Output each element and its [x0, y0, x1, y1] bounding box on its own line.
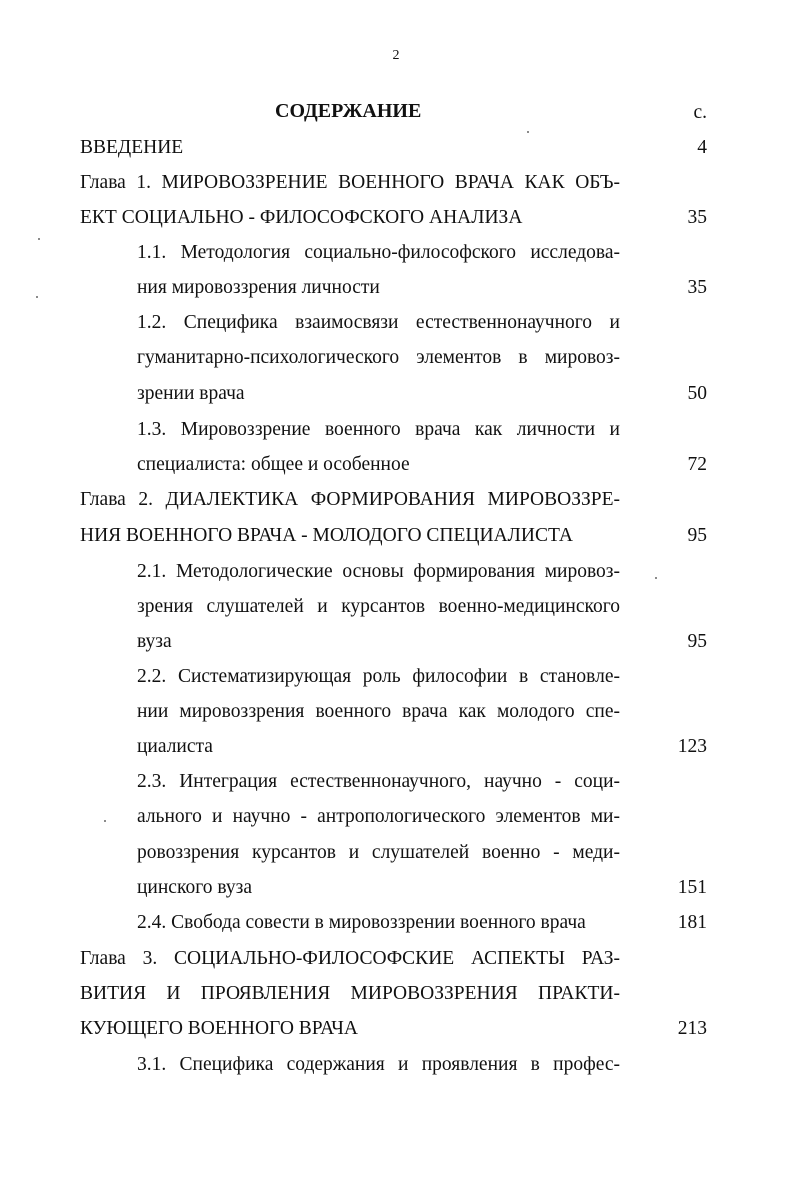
toc-section-2-3-line-4: цинского вуза	[137, 877, 252, 898]
toc-entry-intro: ВВЕДЕНИЕ	[80, 137, 184, 158]
toc-section-1-1-line-2: ния мировоззрения личности	[137, 277, 380, 298]
toc-section-2-3-line-1: 2.3. Интеграция естественнонаучного, научно - соци-	[137, 771, 620, 792]
toc-section-2-4-line-1: 2.4. Свобода совести в мировоззрении военного врача	[137, 912, 586, 933]
toc-chapter-2-line-2: НИЯ ВОЕННОГО ВРАЧА - МОЛОДОГО СПЕЦИАЛИСТА	[80, 525, 574, 546]
toc-section-2-3-line-2: ального и научно - антропологического элементов ми-	[137, 806, 620, 827]
page-column-header: с.	[693, 102, 707, 123]
toc-section-2-3-line-3: ровоззрения курсантов и слушателей военно - меди-	[137, 842, 620, 863]
toc-chapter-3-line-3: КУЮЩЕГО ВОЕННОГО ВРАЧА	[80, 1018, 359, 1039]
toc-page-section-1-1: 35	[687, 277, 707, 298]
scan-speck	[38, 238, 40, 240]
toc-page-intro: 4	[697, 137, 707, 158]
toc-chapter-2-line-1: Глава 2. ДИАЛЕКТИКА ФОРМИРОВАНИЯ МИРОВОЗЗРЕ-	[80, 489, 620, 510]
toc-page-chapter-3: 213	[677, 1018, 707, 1039]
toc-section-1-2-line-3: зрении врача	[137, 383, 245, 404]
toc-chapter-1-line-1: Глава 1. МИРОВОЗЗРЕНИЕ ВОЕННОГО ВРАЧА КАК ОБЪ-	[80, 172, 620, 193]
toc-page-section-2-4: 181	[677, 912, 707, 933]
toc-page-section-2-2: 123	[677, 736, 707, 757]
toc-chapter-1-line-2: ЕКТ СОЦИАЛЬНО - ФИЛОСОФСКОГО АНАЛИЗА	[80, 207, 523, 228]
toc-chapter-3-line-1: Глава 3. СОЦИАЛЬНО-ФИЛОСОФСКИЕ АСПЕКТЫ РАЗ-	[80, 948, 620, 969]
toc-section-3-1-line-1: 3.1. Специфика содержания и проявления в профес-	[137, 1054, 620, 1075]
toc-section-2-2-line-3: циалиста	[137, 736, 213, 757]
toc-page-section-2-1: 95	[687, 631, 707, 652]
scan-speck	[104, 820, 106, 822]
toc-section-1-1-line-1: 1.1. Методология социально-философского исследова-	[137, 242, 620, 263]
scan-speck	[527, 131, 529, 133]
toc-section-2-2-line-1: 2.2. Систематизирующая роль философии в становле-	[137, 666, 620, 687]
toc-section-2-2-line-2: нии мировоззрения военного врача как молодого спе-	[137, 701, 620, 722]
page-number: 2	[392, 48, 400, 63]
toc-section-2-1-line-1: 2.1. Методологические основы формирования мировоз-	[137, 561, 620, 582]
toc-page-chapter-2: 95	[687, 525, 707, 546]
scan-speck	[655, 577, 657, 579]
toc-section-2-1-line-2: зрения слушателей и курсантов военно-медицинского	[137, 596, 620, 617]
scan-speck	[36, 296, 38, 298]
toc-page-chapter-1: 35	[687, 207, 707, 228]
toc-section-1-3-line-2: специалиста: общее и особенное	[137, 454, 410, 475]
toc-section-1-3-line-1: 1.3. Мировоззрение военного врача как личности и	[137, 419, 620, 440]
toc-section-2-1-line-3: вуза	[137, 631, 172, 652]
toc-title: СОДЕРЖАНИЕ	[275, 100, 422, 122]
toc-page-section-1-3: 72	[687, 454, 707, 475]
toc-chapter-3-line-2: ВИТИЯ И ПРОЯВЛЕНИЯ МИРОВОЗЗРЕНИЯ ПРАКТИ-	[80, 983, 620, 1004]
toc-page-section-2-3: 151	[677, 877, 707, 898]
toc-page-section-1-2: 50	[687, 383, 707, 404]
toc-section-1-2-line-1: 1.2. Специфика взаимосвязи естественнонаучного и	[137, 312, 620, 333]
toc-section-1-2-line-2: гуманитарно-психологического элементов в мировоз-	[137, 347, 620, 368]
